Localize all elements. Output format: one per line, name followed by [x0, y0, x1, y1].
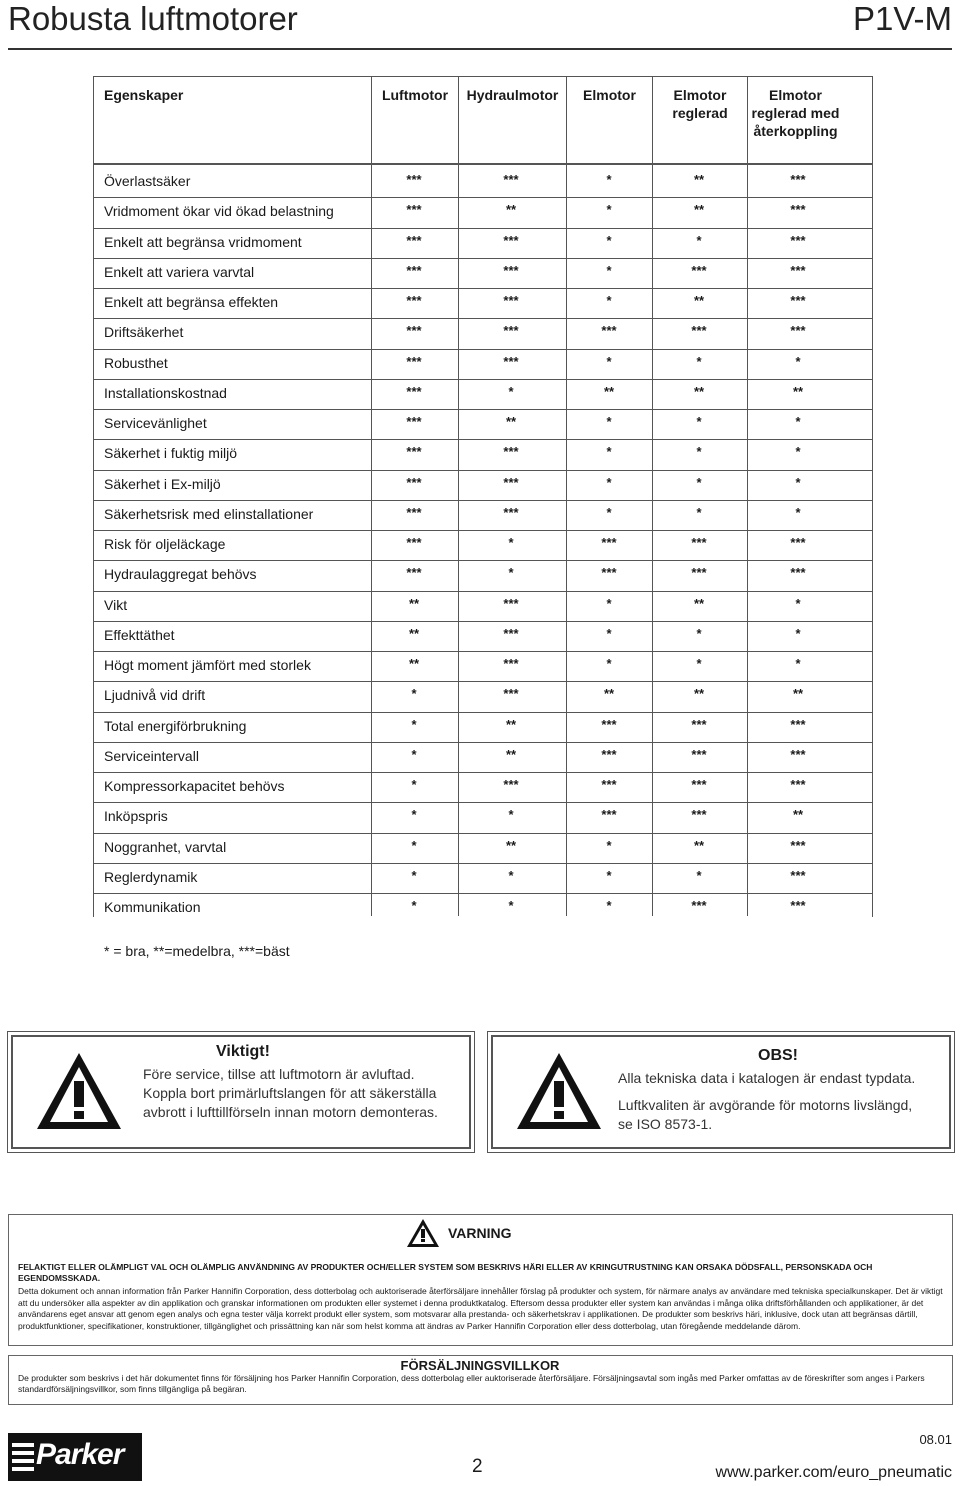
rating-cell: * — [606, 444, 612, 459]
row-label: Överlastsäker — [104, 173, 191, 189]
rating-cell: * — [696, 414, 702, 429]
rating-cell: * — [606, 172, 612, 187]
rating-cell: *** — [601, 747, 617, 762]
rating-cell: ** — [792, 807, 804, 822]
row-divider — [93, 772, 872, 773]
rating-cell: ** — [693, 172, 705, 187]
rating-cell: *** — [601, 777, 617, 792]
rating-cell: ** — [693, 686, 705, 701]
rating-cell: ** — [693, 596, 705, 611]
rating-cell: *** — [601, 535, 617, 550]
parker-logo-text: Parker — [36, 1438, 124, 1471]
rating-cell: ** — [693, 838, 705, 853]
rating-cell: * — [795, 505, 801, 520]
row-label: Enkelt att begränsa vridmoment — [104, 234, 302, 250]
rating-cell: * — [696, 656, 702, 671]
rating-cell: * — [696, 626, 702, 641]
rating-cell: *** — [691, 747, 707, 762]
rating-cell: *** — [503, 505, 519, 520]
rating-cell: ** — [505, 202, 517, 217]
notice-obs — [491, 1035, 951, 1149]
rating-cell: *** — [790, 868, 806, 883]
rating-cell: *** — [406, 444, 422, 459]
column-header-elmotor: Elmotor — [583, 87, 636, 103]
rating-cell: * — [606, 233, 612, 248]
rating-cell: * — [696, 233, 702, 248]
notice-obs-line: Alla tekniska data i katalogen är endast typdata. — [618, 1070, 916, 1086]
rating-cell: *** — [691, 535, 707, 550]
rating-cell: *** — [790, 535, 806, 550]
rating-cell: *** — [691, 565, 707, 580]
rating-cell: *** — [790, 777, 806, 792]
rating-cell: *** — [503, 293, 519, 308]
rating-cell: ** — [505, 414, 517, 429]
rating-cell: *** — [406, 565, 422, 580]
rating-cell: * — [606, 293, 612, 308]
row-divider — [93, 560, 872, 561]
rating-cell: * — [795, 414, 801, 429]
row-label: Säkerhet i fuktig miljö — [104, 445, 238, 461]
rating-cell: ** — [408, 656, 420, 671]
rating-cell: *** — [790, 838, 806, 853]
rating-cell: * — [606, 868, 612, 883]
page-title: Robusta luftmotorer — [8, 0, 298, 37]
rating-cell: *** — [601, 565, 617, 580]
rating-cell: ** — [792, 686, 804, 701]
rating-cell: *** — [406, 293, 422, 308]
warning-triangle-icon — [515, 1051, 603, 1131]
row-divider — [93, 530, 872, 531]
column-header-elmotor-reglerad: Elmotor reglerad — [672, 87, 728, 121]
rating-cell: *** — [503, 233, 519, 248]
rating-cell: *** — [503, 263, 519, 278]
rating-cell: * — [696, 475, 702, 490]
rating-cell: * — [696, 505, 702, 520]
row-divider — [93, 833, 872, 834]
rating-cell: * — [696, 354, 702, 369]
rating-cell: * — [508, 898, 514, 913]
row-label: Reglerdynamik — [104, 869, 198, 885]
rating-cell: *** — [406, 384, 422, 399]
row-label: Kompressorkapacitet behövs — [104, 778, 285, 794]
rating-cell: *** — [406, 323, 422, 338]
rating-cell: * — [696, 868, 702, 883]
row-label: Serviceintervall — [104, 748, 199, 764]
rating-cell: * — [606, 626, 612, 641]
rating-cell: *** — [601, 323, 617, 338]
notice-important-line: Före service, tillse att luftmotorn är avluftad. — [143, 1066, 415, 1082]
product-code: P1V-M — [852, 0, 952, 37]
rating-cell: ** — [505, 717, 517, 732]
row-divider — [93, 349, 872, 350]
column-header-egenskaper: Egenskaper — [104, 87, 184, 103]
rating-cell: *** — [503, 172, 519, 187]
warning-body-text: Detta dokument och annan information från Parker Hannifin Corporation, dess dotterbolag och auktoriserade återförsäljare innehåller förslag på produkter och system, för närmare analys av användare med tekniska specialkunskaper. Det är viktigt att du undersöker alla aspekter av din applikation och granskar informationen om produkten eller systemet i denna produktkatalog. Eftersom dessa produkter eller system kan användas i många olika driftsförhållanden och applikationer, är det användarens eget ansvar att genom egen analys och egna tester välja korrekt produkt eller system, som motsvarar alla prestanda- och säkerhetskrav i applikationen. De produkter som beskrivs häri, inklusive, dock utan att begränsas därtill, produktfunktioner, specifikationer, konstruktioner, tillgänglighet och prissättning kan när som helst komma att ändras av Parker Hannifin Corporation eller dess dotterbolag, utan föregående meddelande därom. — [18, 1286, 943, 1331]
row-label: Vridmoment ökar vid ökad belastning — [104, 203, 334, 219]
column-header-elmotor-aterkoppling: Elmotor reglerad med återkoppling — [751, 87, 840, 139]
row-label: Driftsäkerhet — [104, 324, 184, 340]
rating-cell: * — [606, 656, 612, 671]
row-label: Servicevänlighet — [104, 415, 207, 431]
rating-cell: *** — [503, 475, 519, 490]
sales-conditions-title: FÖRSÄLJNINGSVILLKOR — [400, 1358, 560, 1373]
rating-cell: * — [795, 596, 801, 611]
rating-cell: *** — [790, 263, 806, 278]
row-label: Effekttäthet — [104, 627, 175, 643]
rating-cell: *** — [406, 414, 422, 429]
rating-cell: ** — [792, 384, 804, 399]
rating-cell: * — [606, 596, 612, 611]
row-divider — [93, 742, 872, 743]
rating-cell: *** — [406, 202, 422, 217]
rating-cell: *** — [790, 202, 806, 217]
page-number: 2 — [472, 1456, 483, 1477]
rating-cell: ** — [603, 686, 615, 701]
rating-cell: * — [508, 535, 514, 550]
notice-obs-title: OBS! — [758, 1047, 798, 1064]
rating-cell: * — [411, 686, 417, 701]
row-divider — [93, 228, 872, 229]
row-label: Säkerhet i Ex-miljö — [104, 476, 221, 492]
rating-cell: *** — [691, 898, 707, 913]
rating-legend: * = bra, **=medelbra, ***=bäst — [104, 943, 290, 959]
column-divider — [652, 76, 653, 916]
rating-cell: *** — [790, 233, 806, 248]
rating-cell: *** — [790, 717, 806, 732]
rating-cell: * — [795, 444, 801, 459]
rating-cell: * — [411, 777, 417, 792]
row-divider — [93, 470, 872, 471]
rating-cell: * — [606, 354, 612, 369]
rating-cell: *** — [406, 354, 422, 369]
rating-cell: * — [411, 838, 417, 853]
rating-cell: *** — [503, 686, 519, 701]
rating-cell: * — [606, 475, 612, 490]
column-header-hydraulmotor: Hydraulmotor — [466, 87, 559, 103]
rating-cell: *** — [406, 505, 422, 520]
warning-heading — [406, 1218, 512, 1248]
rating-cell: * — [795, 626, 801, 641]
rating-cell: * — [606, 505, 612, 520]
rating-cell: * — [696, 444, 702, 459]
row-divider — [93, 802, 872, 803]
row-divider — [93, 863, 872, 864]
column-divider — [458, 76, 459, 916]
rating-cell: * — [508, 807, 514, 822]
warning-triangle-icon — [35, 1051, 123, 1131]
rating-cell: ** — [408, 596, 420, 611]
row-label: Noggranhet, varvtal — [104, 839, 227, 855]
row-divider — [93, 318, 872, 319]
row-divider — [93, 712, 872, 713]
row-label: Kommunikation — [104, 899, 201, 915]
rating-cell: * — [508, 565, 514, 580]
warning-triangle-icon — [406, 1218, 440, 1248]
warning-heading-label: VARNING — [448, 1225, 512, 1241]
rating-cell: *** — [601, 717, 617, 732]
rating-cell: * — [606, 898, 612, 913]
row-divider — [93, 591, 872, 592]
rating-cell: *** — [503, 596, 519, 611]
rating-cell: ** — [693, 293, 705, 308]
row-divider — [93, 621, 872, 622]
rating-cell: *** — [790, 747, 806, 762]
rating-cell: ** — [693, 202, 705, 217]
row-label: Enkelt att begränsa effekten — [104, 294, 279, 310]
rating-cell: *** — [503, 777, 519, 792]
row-divider — [93, 893, 872, 894]
rating-cell: *** — [691, 323, 707, 338]
rating-cell: *** — [691, 807, 707, 822]
row-label: Säkerhetsrisk med elinstallationer — [104, 506, 314, 522]
parker-logo-mark-icon — [12, 1443, 34, 1471]
row-label: Risk för oljeläckage — [104, 536, 226, 552]
rating-cell: * — [411, 747, 417, 762]
rating-cell: * — [411, 807, 417, 822]
rating-cell: ** — [693, 384, 705, 399]
rating-cell: ** — [505, 747, 517, 762]
rating-cell: *** — [790, 323, 806, 338]
rating-cell: *** — [503, 444, 519, 459]
rating-cell: * — [795, 475, 801, 490]
rating-cell: *** — [790, 293, 806, 308]
rating-cell: * — [508, 384, 514, 399]
rating-cell: *** — [503, 626, 519, 641]
notice-obs-line: se ISO 8573-1. — [618, 1116, 713, 1132]
rating-cell: * — [606, 263, 612, 278]
row-divider — [93, 409, 872, 410]
rating-cell: *** — [406, 475, 422, 490]
column-divider — [371, 76, 372, 916]
parker-logo — [8, 1433, 142, 1481]
row-label: Installationskostnad — [104, 385, 227, 401]
row-label: Total energiförbrukning — [104, 718, 247, 734]
row-label: Vikt — [104, 597, 128, 613]
rating-cell: *** — [406, 263, 422, 278]
rating-cell: * — [606, 414, 612, 429]
notice-important-title: Viktigt! — [216, 1043, 270, 1060]
row-divider — [93, 258, 872, 259]
rating-cell: *** — [790, 172, 806, 187]
rating-cell: *** — [691, 777, 707, 792]
header-divider — [8, 48, 952, 50]
row-label: Hydraulaggregat behövs — [104, 566, 257, 582]
rating-cell: *** — [691, 263, 707, 278]
rating-cell: ** — [603, 384, 615, 399]
row-label: Enkelt att variera varvtal — [104, 264, 255, 280]
rating-cell: ** — [505, 838, 517, 853]
notice-obs-line: Luftkvaliten är avgörande för motorns livslängd, — [618, 1097, 913, 1113]
row-divider — [93, 681, 872, 682]
rating-cell: * — [795, 656, 801, 671]
column-divider — [747, 76, 748, 916]
sales-conditions-text: De produkter som beskrivs i det här dokumentet finns för försäljning hos Parker Hannifin Corporation, dess dotterbolag eller auktoriserade återförsäljare. Försäljningsavtal som ingås med Parker omfattas av de föreskrifter som anges i Parkers standardförsäljningsvillkor, som finns tillgängliga på begäran. — [18, 1373, 925, 1394]
row-divider — [93, 379, 872, 380]
rating-cell: * — [411, 868, 417, 883]
column-header-luftmotor: Luftmotor — [381, 87, 449, 103]
rating-cell: * — [411, 717, 417, 732]
rating-cell: ** — [408, 626, 420, 641]
website-link[interactable]: www.parker.com/euro_pneumatic — [715, 1464, 952, 1481]
row-label: Ljudnivå vid drift — [104, 687, 206, 703]
row-label: Robusthet — [104, 355, 168, 371]
warning-bold-text: FELAKTIGT ELLER OLÄMPLIGT VAL OCH OLÄMPLIG ANVÄNDNING AV PRODUKTER OCH/ELLER SYSTEM SOM BESKRIVS HÄRI ELLER AV KRINGUTRUSTNING KAN ORSAKA DÖDSFALL, PERSONSKADA OCH EGENDOMSSKADA. — [18, 1262, 873, 1283]
rating-cell: *** — [406, 172, 422, 187]
rating-cell: * — [508, 868, 514, 883]
rating-cell: *** — [503, 656, 519, 671]
rating-cell: * — [606, 838, 612, 853]
rating-cell: *** — [503, 323, 519, 338]
rating-cell: *** — [601, 807, 617, 822]
row-label: Inköpspris — [104, 808, 168, 824]
rating-cell: *** — [790, 898, 806, 913]
row-divider — [93, 439, 872, 440]
rating-cell: * — [795, 354, 801, 369]
rating-cell: *** — [503, 354, 519, 369]
rating-cell: * — [411, 898, 417, 913]
notice-important — [11, 1035, 471, 1149]
header-row-divider — [93, 163, 872, 165]
column-divider — [566, 76, 567, 916]
row-divider — [93, 197, 872, 198]
row-divider — [93, 500, 872, 501]
notice-important-line: Koppla bort primärluftslangen för att säkerställa — [143, 1085, 437, 1101]
rating-cell: *** — [406, 233, 422, 248]
rating-cell: *** — [406, 535, 422, 550]
row-divider — [93, 651, 872, 652]
edition-date: 08.01 — [919, 1432, 952, 1447]
row-divider — [93, 288, 872, 289]
rating-cell: *** — [691, 717, 707, 732]
rating-cell: *** — [790, 565, 806, 580]
notice-important-line: avbrott i lufttillförseln innan motorn demonteras. — [143, 1104, 438, 1120]
row-label: Högt moment jämfört med storlek — [104, 657, 311, 673]
rating-cell: * — [606, 202, 612, 217]
